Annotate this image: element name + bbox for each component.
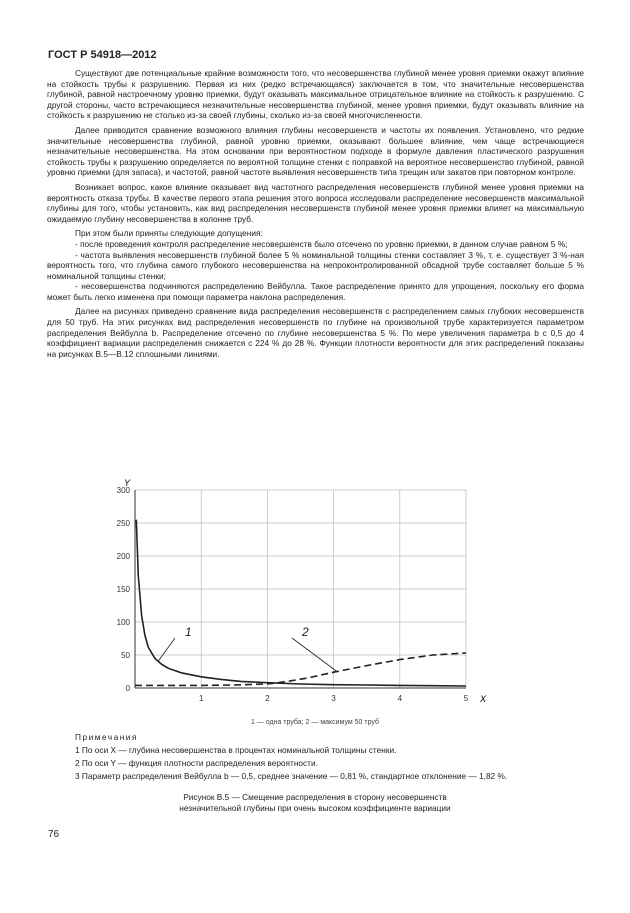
- series-line-1: [136, 520, 466, 686]
- y-tick-label: 150: [116, 585, 130, 594]
- page-number: 76: [48, 829, 60, 840]
- chart-series: [135, 520, 466, 686]
- x-axis-label: X: [480, 694, 487, 704]
- y-axis-label: Y: [124, 478, 131, 488]
- paragraph: Возникает вопрос, какое влияние оказывает вид частотного распределения несовершенств глубиной менее уровня приемки на вероятность отказа трубы. В качестве первого этапа решения этого вопроса исследовали распределение несовершенств максимальной глубины для того, чтобы установить, как вид распределения несовершенств глубиной менее уровня приемки влияет на максимальную ожидаемую глубину несовершенства в колонне труб.: [47, 181, 584, 224]
- document-header: ГОСТ Р 54918—2012: [48, 49, 157, 61]
- notes: [75, 731, 595, 783]
- caption-line: незначительной глубины при очень высоком коэффициенте вариации: [179, 803, 451, 813]
- chart-ticks: [117, 486, 469, 703]
- y-tick-label: 100: [116, 618, 130, 627]
- figure-caption: [0, 792, 630, 814]
- assumption-item: - несовершенства подчиняются распределению Вейбулла. Такое распределение принято для упрощения, поскольку его форма может быть легко изменена при помощи параметра наклона распределения.: [47, 281, 584, 302]
- paragraph: Существуют две потенциальные крайние возможности того, что несовершенства глубиной менее уровня приемки окажут влияние на стойкость трубы к разрушению. Первая из них (редко встречающаяся) заключается в том, что значительные несовершенства глубиной, равной настроечному уровню приемки, будут оказывать максимальное отрицательное влияние на стойкость к разрушению. С другой стороны, часто встречающиеся незначительные несовершенства глубиной, менее уровня приемки, будут оказывать влияние на стойкость к разрушению не столько из-за своей глубины, сколько из-за своей многочисленности.: [47, 68, 584, 121]
- y-tick-label: 200: [116, 552, 130, 561]
- note-item: 1 По оси X — глубина несовершенства в процентах номинальной толщины стенки.: [75, 745, 397, 755]
- assumption-item: - частота выявления несовершенств глубиной более 5 % номинальной толщины стенки составляет 3 %, т. е. существует 3 %-ная вероятность того, что глубина самого глубокого несовершенства на непроконтролированной обсадной трубе составляет больше 5 % номинальной толщины стенки;: [47, 249, 584, 281]
- chart-grid: [135, 490, 466, 688]
- chart-legend: 1 — одна труба; 2 — максимум 50 труб: [251, 719, 379, 726]
- x-tick-label: 4: [397, 694, 403, 703]
- series-label-1: 1: [185, 625, 192, 639]
- y-tick-label: 300: [116, 486, 130, 495]
- y-tick-label: 50: [121, 651, 130, 660]
- y-tick-label: 250: [116, 519, 130, 528]
- notes-title: Примечания: [75, 732, 138, 742]
- caption-line: Рисунок В.5 — Смещение распределения в сторону несовершенств: [183, 792, 447, 802]
- note-item: 3 Параметр распределения Вейбулла b — 0,5, среднее значение — 0,81 %, стандартное отклонение — 1,82 %.: [75, 771, 508, 781]
- x-tick-label: 1: [198, 694, 204, 703]
- note-item: 2 По оси Y — функция плотности распределения вероятности.: [75, 758, 318, 768]
- x-tick-label: 5: [463, 694, 469, 703]
- paragraph: При этом были приняты следующие допущения:: [75, 228, 263, 239]
- x-tick-label: 2: [265, 694, 270, 703]
- assumption-item: - после проведения контроля распределение несовершенств было отсечено по уровню приемки, в данном случае равном 5 %;: [75, 238, 568, 249]
- series-label-2: 2: [302, 625, 309, 639]
- paragraph: Далее на рисунках приведено сравнение вида распределения несовершенств с распределением самых глубоких несовершенств для 50 труб. На этих рисунках вид распределения несовершенств по глубине на произвольной трубе характеризуется параметром распределения Вейбулла b. Распределение отсечено по глубине несовершенства 5 %. По мере увеличения параметра b с 0,5 до 4 коэффициент вариации распределения снижается с 224 % до 28 %. Функции плотности вероятности для этих распределений показаны на рисунках В.5—В.12 сплошными линиями.: [47, 306, 584, 359]
- y-tick-label: 0: [125, 684, 130, 693]
- series-line-2: [135, 653, 466, 685]
- x-tick-label: 3: [331, 694, 336, 703]
- series-leader-1: [158, 638, 175, 661]
- paragraph: Далее приводится сравнение возможного влияния глубины несовершенств и частоты их появления. Установлено, что редкие значительные несовершенства глубиной, равной уровню приемки, оказывают большее влияние, чем чаще встречающиеся незначительные несовершенства. На этом основании при вероятностном подходе в формуле давления пластического разрушения стойкость трубы к разрушению определяется по вероятной толщине стенки с поправкой на вероятное несовершенство глубиной, равной уровню приемки (для запаса), и частотой, равной частоте выявления несовершенств типа трещин или закатов при повторном контроле.: [47, 124, 584, 178]
